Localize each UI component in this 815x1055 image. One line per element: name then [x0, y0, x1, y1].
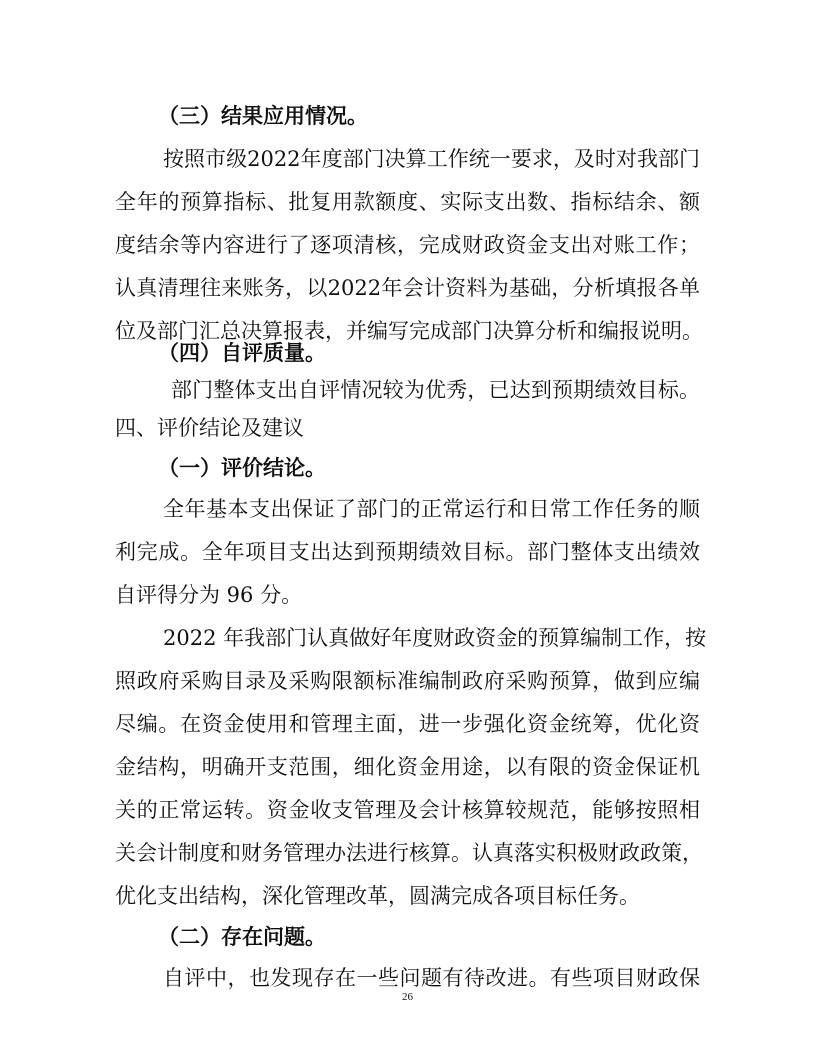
paragraph-line: 全年基本支出保证了部门的正常运行和日常工作任务的顺 — [163, 497, 700, 521]
paragraph-line: 按照市级2022年度部门决算工作统一要求，及时对我部门 — [163, 147, 700, 171]
paragraph-line: 利完成。全年项目支出达到预期绩效目标。部门整体支出绩效 — [115, 540, 700, 564]
paragraph-line: 自评中，也发现存在一些问题有待改进。有些项目财政保 — [163, 966, 700, 990]
page-number: 26 — [402, 991, 413, 1003]
paragraph-line: 尽编。在资金使用和管理主面，进一步强化资金统筹，优化资 — [115, 712, 700, 736]
heading-evaluation-conclusion: （一）评价结论。 — [158, 456, 326, 480]
heading-conclusion-and-suggestions: 四、评价结论及建议 — [115, 416, 304, 440]
paragraph-line: 全年的预算指标、批复用款额度、实际支出数、指标结余、额 — [115, 190, 700, 214]
paragraph-line: 度结余等内容进行了逐项清核，完成财政资金支出对账工作； — [115, 233, 700, 257]
paragraph-line: 照政府采购目录及采购限额标准编制政府采购预算，做到应编 — [115, 669, 700, 693]
paragraph-line: 自评得分为 96 分。 — [115, 583, 303, 607]
heading-result-application: （三）结果应用情况。 — [158, 104, 368, 128]
heading-existing-problems: （二）存在问题。 — [158, 925, 326, 949]
paragraph-line: 部门整体支出自评情况较为优秀，已达到预期绩效目标。 — [171, 378, 700, 402]
heading-self-evaluation-quality: （四）自评质量。 — [158, 341, 326, 365]
paragraph-line: 关的正常运转。资金收支管理及会计核算较规范，能够按照相 — [115, 798, 700, 822]
paragraph-line: 金结构，明确开支范围，细化资金用途，以有限的资金保证机 — [115, 755, 700, 779]
paragraph-line: 位及部门汇总决算报表，并编写完成部门决算分析和编报说明。 — [115, 319, 703, 343]
paragraph-line: 2022 年我部门认真做好年度财政资金的预算编制工作，按 — [163, 626, 707, 650]
paragraph-line: 认真清理往来账务，以2022年会计资料为基础，分析填报各单 — [115, 276, 700, 300]
paragraph-line: 关会计制度和财务管理办法进行核算。认真落实积极财政政策， — [115, 841, 703, 865]
paragraph-line: 优化支出结构，深化管理改革，圆满完成各项目标任务。 — [115, 884, 640, 908]
